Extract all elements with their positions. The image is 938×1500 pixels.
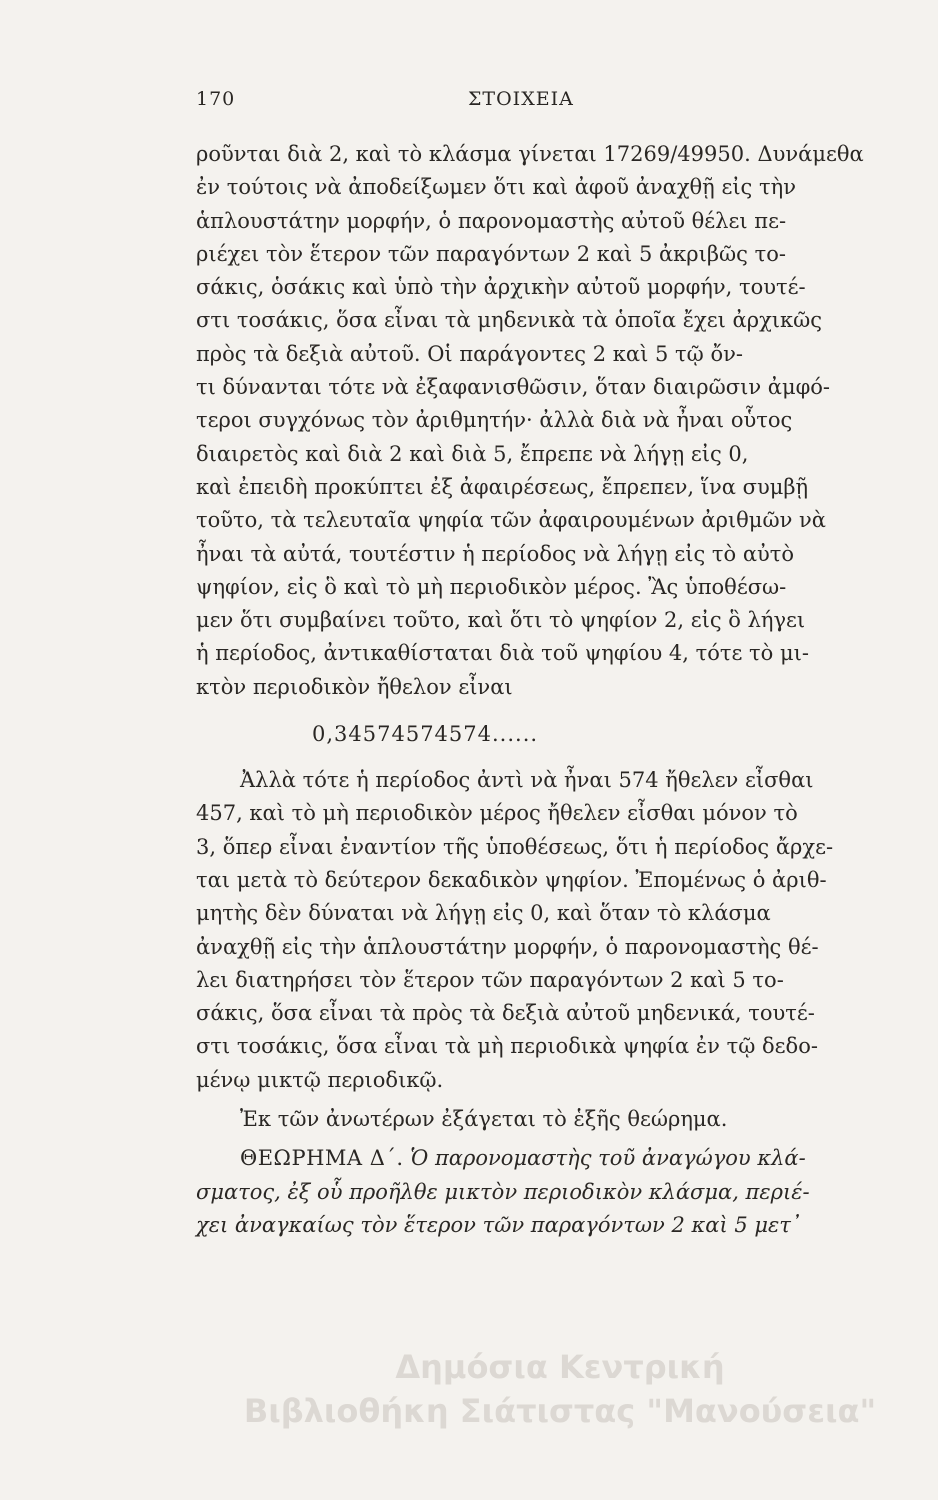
text-line: ἐν τούτοις νὰ ἀποδείξωμεν ὅτι καὶ ἀφοῦ ἀναχθῇ εἰς τὴν	[196, 175, 796, 200]
text-line: ἀναχθῇ εἰς τὴν ἁπλουστάτην μορφήν, ὁ παρονομαστὴς θέ-	[196, 934, 819, 959]
text-line: ψηφίον, εἰς ὃ καὶ τὸ μὴ περιοδικὸν μέρος. Ἂς ὑποθέσω-	[196, 574, 787, 599]
library-watermark	[210, 1345, 910, 1433]
paragraph-2	[196, 764, 834, 1097]
theorem-heading: ΘΕΩΡΗΜΑ Δ΄.	[240, 1146, 404, 1171]
theorem-text-line: Ὁ παρονομαστὴς τοῦ ἀναγώγου κλά-	[410, 1146, 806, 1171]
text-line: στι τοσάκις, ὅσα εἶναι τὰ μὴ περιοδικὰ ψηφία ἐν τῷ δεδο-	[196, 1034, 818, 1059]
theorem	[196, 1142, 810, 1242]
running-title: ΣΤΟΙΧΕΙΑ	[468, 88, 574, 110]
text-line: ται μετὰ τὸ δεύτερον δεκαδικὸν ψηφίον. Ἐπομένως ὁ ἀριθ-	[196, 867, 827, 892]
page-header	[196, 88, 726, 118]
formula-decimal: 0,34574574574......	[312, 722, 539, 747]
theorem-text-line: σματος, ἐξ οὗ προῆλθε μικτὸν περιοδικὸν κλάσμα, περιέ-	[196, 1179, 810, 1204]
text-line: κτὸν περιοδικὸν ἤθελον εἶναι	[196, 674, 513, 699]
text-line: μένῳ μικτῷ περιοδικῷ.	[196, 1067, 444, 1092]
text-line: μητὴς δὲν δύναται νὰ λήγῃ εἰς 0, καὶ ὅταν τὸ κλάσμα	[196, 901, 771, 926]
text-line: καὶ ἐπειδὴ προκύπτει ἐξ ἀφαιρέσεως, ἔπρεπεν, ἵνα συμβῇ	[196, 474, 809, 499]
body-text	[196, 138, 864, 1242]
text-line: πρὸς τὰ δεξιὰ αὐτοῦ. Οἱ παράγοντες 2 καὶ 5 τῷ ὄν-	[196, 341, 743, 366]
text-line: ἡ περίοδος, ἀντικαθίσταται διὰ τοῦ ψηφίου 4, τότε τὸ μι-	[196, 641, 809, 666]
text-line: Ἀλλὰ τότε ἡ περίοδος ἀντὶ νὰ ἦναι 574 ἤθελεν εἶσθαι	[240, 768, 814, 793]
text-line: ροῦνται διὰ 2, καὶ τὸ κλάσμα γίνεται 17269/49950. Δυνάμεθα	[196, 142, 864, 166]
paragraph-3: Ἐκ τῶν ἀνωτέρων ἐξάγεται τὸ ἑξῆς θεώρημα.	[240, 1107, 728, 1132]
theorem-text-line: χει ἀναγκαίως τὸν ἕτερον τῶν παραγόντων 2 καὶ 5 μετ᾿	[196, 1212, 802, 1237]
text-line: τεροι συγχόνως τὸν ἀριθμητήν· ἀλλὰ διὰ νὰ ἦναι οὗτος	[196, 408, 793, 433]
text-line: ἁπλουστάτην μορφήν, ὁ παρονομαστὴς αὐτοῦ θέλει πε-	[196, 208, 787, 233]
text-line: 3, ὅπερ εἶναι ἐναντίον τῆς ὑποθέσεως, ὅτι ἡ περίοδος ἄρχε-	[196, 834, 834, 859]
watermark-line-1: Δημόσια Κεντρική	[395, 1348, 725, 1386]
paragraph-1	[196, 138, 864, 704]
text-line: σάκις, ὅσα εἶναι τὰ πρὸς τὰ δεξιὰ αὐτοῦ μηδενικά, τουτέ-	[196, 1001, 815, 1026]
text-line: λει διατηρήσει τὸν ἕτερον τῶν παραγόντων 2 καὶ 5 το-	[196, 967, 784, 992]
text-line: τι δύνανται τότε νὰ ἐξαφανισθῶσιν, ὅταν διαιρῶσιν ἀμφό-	[196, 375, 831, 400]
text-line: ἦναι τὰ αὐτά, τουτέστιν ἡ περίοδος νὰ λήγῃ εἰς τὸ αὐτὸ	[196, 541, 795, 566]
text-line: μεν ὅτι συμβαίνει τοῦτο, καὶ ὅτι τὸ ψηφίον 2, εἰς ὃ λήγει	[196, 608, 806, 633]
text-line: διαιρετὸς καὶ διὰ 2 καὶ διὰ 5, ἔπρεπε νὰ λήγῃ εἰς 0,	[196, 441, 749, 466]
watermark-line-2: Βιβλιοθήκη Σιάτιστας "Μανούσεια"	[243, 1392, 877, 1430]
page-number: 170	[196, 88, 236, 110]
text-line: στι τοσάκις, ὅσα εἶναι τὰ μηδενικὰ τὰ ὁποῖα ἔχει ἀρχικῶς	[196, 308, 823, 333]
text-line: ριέχει τὸν ἕτερον τῶν παραγόντων 2 καὶ 5 ἀκριβῶς το-	[196, 241, 786, 266]
text-line: τοῦτο, τὰ τελευταῖα ψηφία τῶν ἀφαιρουμένων ἀριθμῶν νὰ	[196, 508, 826, 533]
text-line: σάκις, ὁσάκις καὶ ὑπὸ τὴν ἀρχικὴν αὐτοῦ μορφήν, τουτέ-	[196, 275, 806, 300]
text-line: 457, καὶ τὸ μὴ περιοδικὸν μέρος ἤθελεν εἶσθαι μόνον τὸ	[196, 801, 798, 826]
